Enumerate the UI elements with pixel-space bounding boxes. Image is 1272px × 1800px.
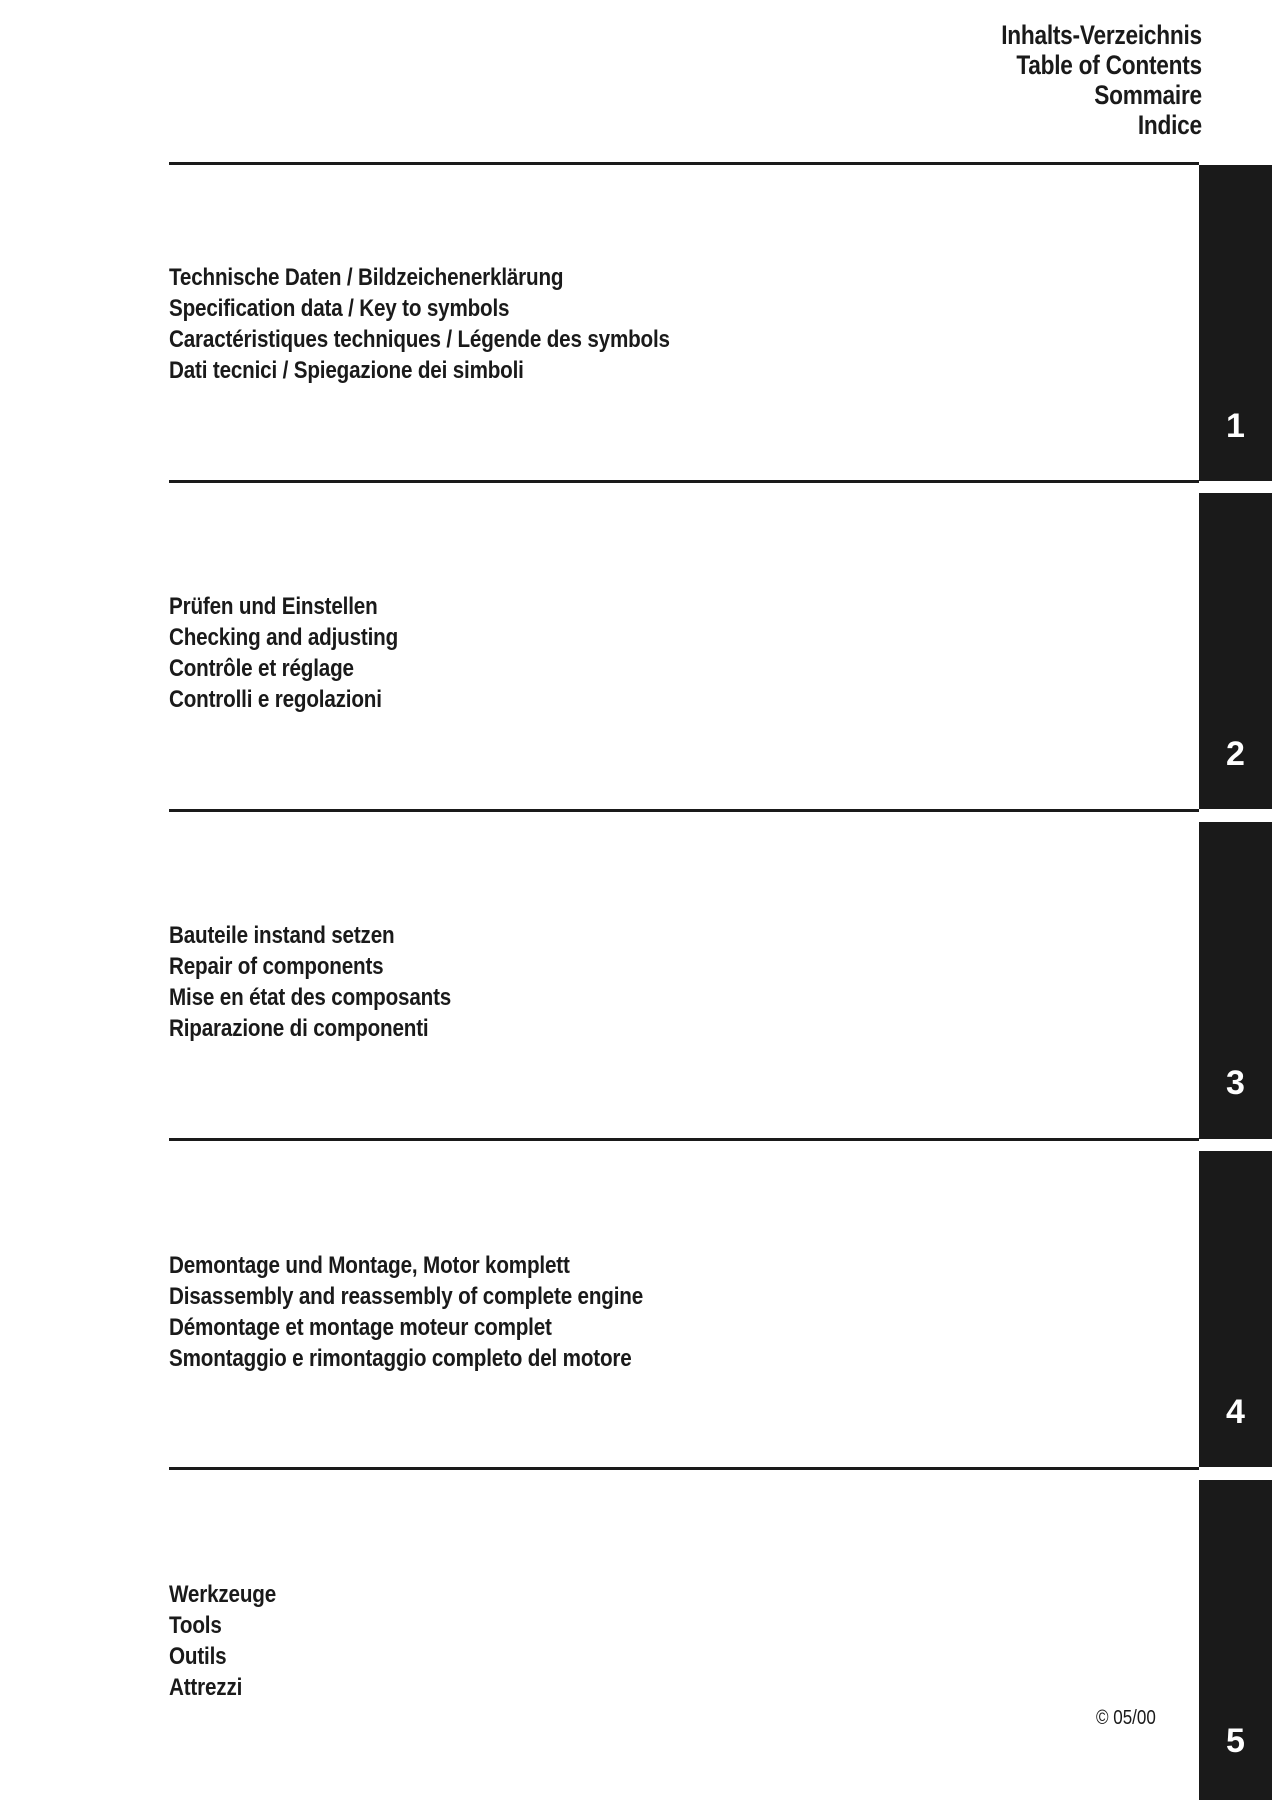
section-4-line-de: Demontage und Montage, Motor komplett bbox=[169, 1252, 570, 1279]
section-3-line-fr: Mise en état des composants bbox=[169, 984, 452, 1011]
section-1-line-fr: Caractéristiques techniques / Légende des symbols bbox=[169, 326, 670, 353]
section-2-line-it: Controlli e regolazioni bbox=[169, 686, 382, 713]
section-5-line-en: Tools bbox=[169, 1612, 222, 1639]
section-1-tab[interactable] bbox=[1199, 165, 1272, 481]
header-title-it: Indice bbox=[1137, 110, 1202, 140]
section-3-line-en: Repair of components bbox=[169, 953, 384, 980]
section-5-entry[interactable] bbox=[169, 1579, 293, 1703]
section-4-tab[interactable] bbox=[1199, 1151, 1272, 1467]
section-1-number: 1 bbox=[1226, 407, 1245, 445]
section-5-line-it: Attrezzi bbox=[169, 1674, 243, 1701]
section-5-tab[interactable] bbox=[1199, 1480, 1272, 1800]
section-4-number: 4 bbox=[1226, 1393, 1245, 1431]
section-2-entry[interactable] bbox=[169, 591, 435, 715]
copyright-notice: © 05/00 bbox=[1096, 1707, 1156, 1729]
toc-header bbox=[963, 20, 1202, 140]
header-title-de: Inhalts-Verzeichnis bbox=[1001, 20, 1202, 50]
section-3-line-it: Riparazione di componenti bbox=[169, 1015, 429, 1042]
section-3-top-rule bbox=[169, 809, 1199, 812]
section-2-line-de: Prüfen und Einstellen bbox=[169, 593, 378, 620]
section-2-number: 2 bbox=[1226, 735, 1245, 773]
section-1-line-en: Specification data / Key to symbols bbox=[169, 295, 510, 322]
section-4-line-it: Smontaggio e rimontaggio completo del motore bbox=[169, 1345, 632, 1372]
section-2-line-en: Checking and adjusting bbox=[169, 624, 399, 651]
section-4-entry[interactable] bbox=[169, 1250, 720, 1374]
section-3-tab[interactable] bbox=[1199, 822, 1272, 1139]
section-4-line-en: Disassembly and reassembly of complete engine bbox=[169, 1283, 644, 1310]
section-2-line-fr: Contrôle et réglage bbox=[169, 655, 354, 682]
section-3-line-de: Bauteile instand setzen bbox=[169, 922, 395, 949]
section-1-top-rule bbox=[169, 162, 1199, 165]
section-3-number: 3 bbox=[1226, 1064, 1245, 1102]
section-5-line-fr: Outils bbox=[169, 1643, 227, 1670]
section-3-entry[interactable] bbox=[169, 920, 497, 1044]
section-4-line-fr: Démontage et montage moteur complet bbox=[169, 1314, 552, 1341]
header-title-en: Table of Contents bbox=[1016, 50, 1202, 80]
section-1-line-it: Dati tecnici / Spiegazione dei simboli bbox=[169, 357, 524, 384]
section-2-tab[interactable] bbox=[1199, 493, 1272, 809]
section-2-top-rule bbox=[169, 480, 1199, 483]
section-1-line-de: Technische Daten / Bildzeichenerklärung bbox=[169, 264, 564, 291]
section-4-top-rule bbox=[169, 1138, 1199, 1141]
header-title-fr: Sommaire bbox=[1094, 80, 1202, 110]
section-1-entry[interactable] bbox=[169, 262, 751, 386]
section-5-number: 5 bbox=[1226, 1722, 1245, 1760]
section-5-top-rule bbox=[169, 1467, 1199, 1470]
section-5-line-de: Werkzeuge bbox=[169, 1581, 277, 1608]
